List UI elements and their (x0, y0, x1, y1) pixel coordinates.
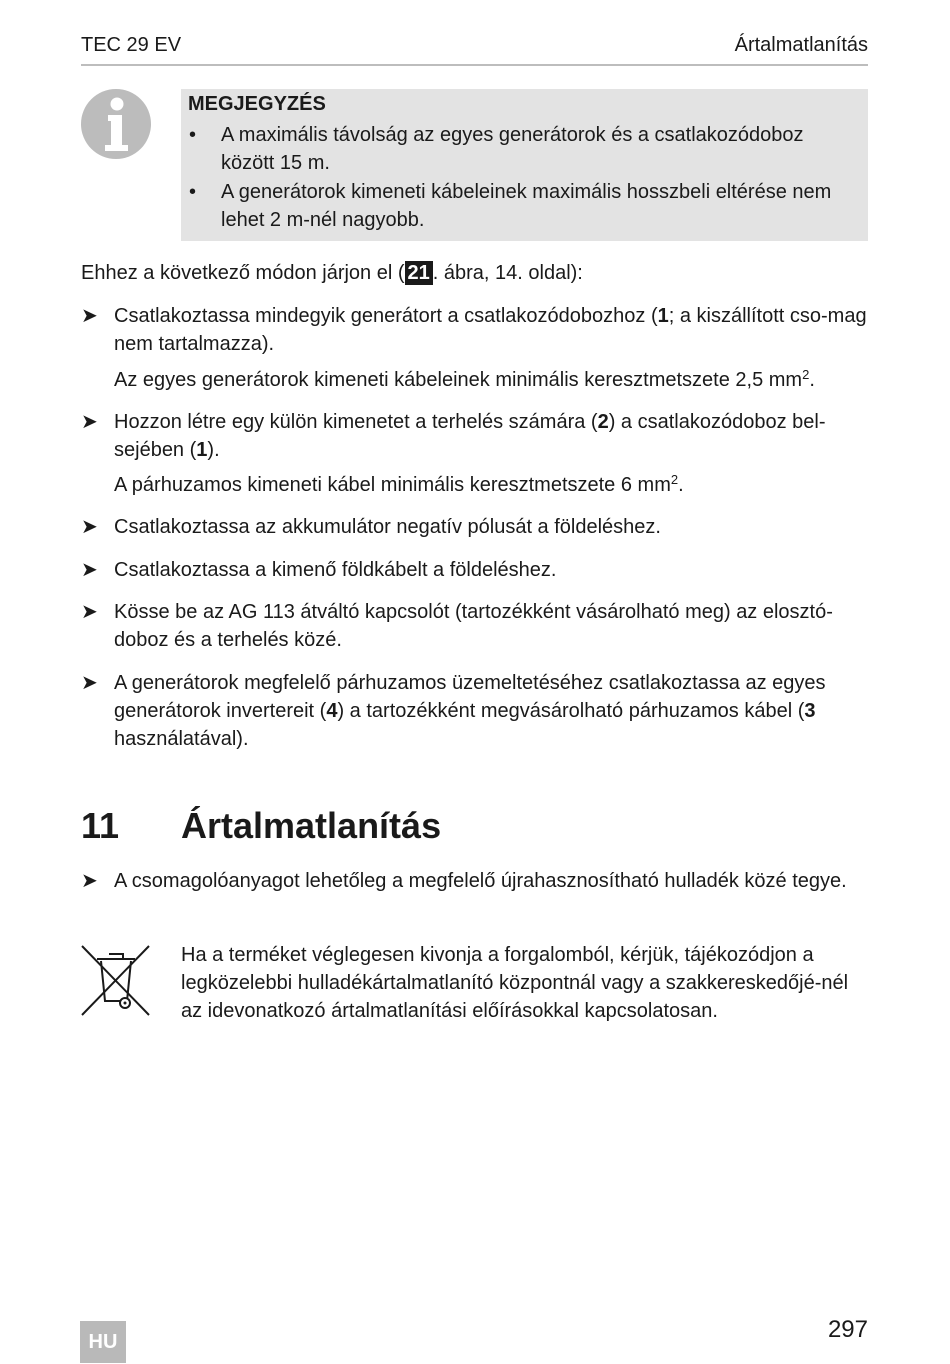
step-item: A generátorok megfelelő párhuzamos üzemeltetéséhez csatlakoztassa az egyes generátorok invertereit (4) a tartozékként megvásárolható párhuzamos kábel (3 használatával). (114, 672, 826, 750)
item-number: 4 (326, 700, 338, 722)
step-item: Kösse be az AG 113 átváltó kapcsolót (tartozékként vásárolható meg) az elosztó-doboz és a terhelés közé. (114, 601, 833, 651)
arrow-icon: ➤ (81, 870, 98, 892)
arrow-icon: ➤ (81, 559, 98, 581)
intro-text: . ábra, 14. oldal): (432, 262, 583, 284)
note-item (189, 178, 851, 234)
intro-text: Ehhez a következő módon járjon el ( (81, 262, 405, 284)
page-header (81, 32, 868, 66)
arrow-icon: ➤ (81, 305, 98, 327)
info-icon (81, 89, 151, 159)
bullet: • (189, 124, 197, 146)
intro-paragraph (81, 259, 868, 287)
step-item: Hozzon létre egy külön kimenetet a terhelés számára (2) a csatlakozódoboz bel-sejében (1). (114, 411, 826, 461)
arrow-icon: ➤ (81, 672, 98, 694)
note-item-text: A generátorok kimeneti kábeleinek maximális hosszbeli eltérése nem lehet 2 m-nél nagyobb. (221, 181, 832, 231)
document-model: TEC 29 EV (81, 34, 182, 56)
item-number: 2 (597, 411, 609, 433)
bullet: • (189, 181, 197, 203)
arrow-icon: ➤ (81, 411, 98, 433)
step-note: A párhuzamos kimeneti kábel minimális keresztmetszete 6 $mm^2$. (114, 472, 684, 496)
page-number: 297 (827, 1316, 868, 1343)
section-title: Ártalmatlanítás (181, 805, 442, 846)
step-item: Csatlakoztassa az akkumulátor negatív pólusát a földeléshez. (114, 516, 661, 538)
note-item-text: A maximális távolság az egyes generátorok és a csatlakozódoboz között 15 m. (221, 124, 804, 174)
section-number: 11 (81, 805, 120, 846)
step-item: Csatlakoztassa a kimenő földkábelt a földeléshez. (114, 559, 557, 581)
disposal-paragraph: Ha a terméket véglegesen kivonja a forgalomból, kérjük, tájékozódjon a legközelebbi hulladékártalmatlanító központnál vagy a szakkereskedőjé-nél az idevonatkozó ártalmatlanítási előírásokkal kapcsolatosan. (181, 944, 849, 1022)
item-number: 1 (196, 439, 208, 461)
step-item: Csatlakoztassa mindegyik generátort a csatlakozódobozhoz (1; a kiszállított cso-mag nem tartalmazza). (114, 305, 867, 355)
crossed-out-bin-icon (81, 945, 151, 1017)
item-number: 1 (657, 305, 669, 327)
arrow-icon: ➤ (81, 516, 98, 538)
language-badge: HU (80, 1321, 126, 1363)
figure-reference: 21 (405, 261, 433, 285)
note-title: MEGJEGYZÉS (188, 93, 326, 115)
step-note: Az egyes generátorok kimeneti kábeleinek minimális keresztmetszete 2,5 $mm^2$. (114, 367, 815, 391)
item-number: 3 (804, 700, 816, 722)
step-item: A csomagolóanyagot lehetőleg a megfelelő újrahasznosítható hulladék közé tegye. (114, 870, 847, 892)
note-box (181, 89, 868, 241)
note-item (189, 121, 851, 177)
arrow-icon: ➤ (81, 601, 98, 623)
chapter-title: Ártalmatlanítás (734, 34, 868, 56)
